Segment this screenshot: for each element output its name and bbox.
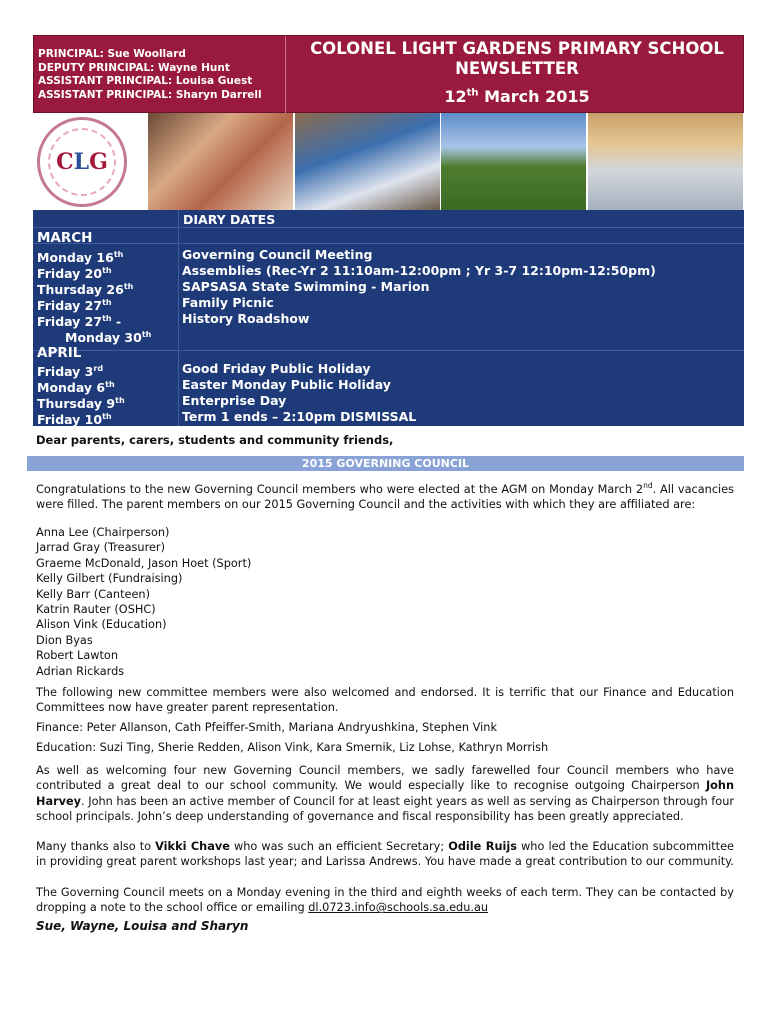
diary-column-divider	[178, 210, 179, 426]
header-divider	[285, 36, 286, 114]
newsletter-title	[292, 39, 742, 106]
diary-date: Thursday 9th	[37, 396, 125, 412]
month-march: MARCH	[37, 230, 93, 246]
diary-event: Easter Monday Public Holiday	[182, 377, 391, 392]
diary-date: Friday 20th	[37, 266, 112, 282]
photo-strip	[33, 113, 744, 210]
list-item: Katrin Rauter (OSHC)	[36, 603, 156, 617]
diary-dates-table	[33, 210, 744, 426]
diary-date: Monday 30th	[65, 330, 152, 346]
diary-date: Friday 27th	[37, 298, 112, 314]
logo-initials: CLG	[56, 149, 108, 175]
committee-paragraph: The following new committee members were also welcomed and endorsed. It is terrific that our Finance and Education Committees now have greater parent representation.	[36, 686, 734, 715]
newsletter-header	[33, 35, 744, 113]
month-april: APRIL	[37, 345, 82, 361]
diary-event: Enterprise Day	[182, 393, 287, 408]
finance-committee: Finance: Peter Allanson, Cath Pfeiffer-Smith, Mariana Andryushkina, Stephen Vink	[36, 721, 497, 734]
education-committee: Education: Suzi Ting, Sherie Redden, Alison Vink, Kara Smernik, Liz Lohse, Kathryn Morrish	[36, 741, 549, 754]
diary-event: Term 1 ends – 2:10pm DISMISSAL	[182, 409, 417, 424]
list-item: Kelly Gilbert (Fundraising)	[36, 572, 183, 586]
greeting: Dear parents, carers, students and community friends,	[36, 433, 394, 447]
diary-event: Family Picnic	[182, 295, 274, 310]
date-month-year: March 2015	[478, 87, 590, 106]
list-item: Graeme McDonald, Jason Hoet (Sport)	[36, 556, 252, 570]
email-link[interactable]: dl.0723.info@schools.sa.edu.au	[308, 901, 489, 915]
diary-event: SAPSASA State Swimming - Marion	[182, 279, 430, 294]
diary-rule	[33, 350, 744, 351]
list-item: Adrian Rickards	[36, 664, 125, 678]
meeting-paragraph: The Governing Council meets on a Monday evening in the third and eighth weeks of each term. They can be contacted by dropping a note to the school office or emailing dl.0723.info@schools.sa.edu.au	[36, 886, 734, 915]
staff-assistant-principal-1: ASSISTANT PRINCIPAL: Louisa Guest	[38, 75, 253, 87]
diary-date: Friday 27th -	[37, 314, 122, 330]
diary-event: Good Friday Public Holiday	[182, 361, 371, 376]
photo-students-corridor	[588, 113, 743, 210]
list-item: Alison Vink (Education)	[36, 618, 167, 632]
school-name: COLONEL LIGHT GARDENS PRIMARY SCHOOL	[310, 39, 724, 58]
diary-event: Assemblies (Rec-Yr 2 11:10am-12:00pm ; Yr 3-7 12:10pm-12:50pm)	[182, 263, 656, 278]
diary-event: Governing Council Meeting	[182, 247, 373, 262]
section-heading-bar: 2015 GOVERNING COUNCIL	[27, 456, 744, 471]
staff-deputy-principal: DEPUTY PRINCIPAL: Wayne Hunt	[38, 61, 230, 74]
diary-heading: DIARY DATES	[183, 212, 276, 227]
thanks-paragraph: Many thanks also to Vikki Chave who was such an efficient Secretary; Odile Ruijs who led the Education subcommittee in providing great parent workshops last year; and Larissa Andrews. You have made a great contribution to our community.	[36, 840, 734, 869]
issue-date	[292, 87, 742, 106]
diary-rule	[33, 243, 744, 244]
list-item: Kelly Barr (Canteen)	[36, 587, 150, 601]
photo-classroom-students	[295, 113, 440, 210]
staff-principal: PRINCIPAL: Sue Woollard	[38, 48, 186, 60]
newsletter-label: NEWSLETTER	[455, 59, 579, 78]
date-day: 12	[444, 87, 467, 106]
staff-list	[38, 48, 284, 102]
signoff: Sue, Wayne, Louisa and Sharyn	[36, 919, 249, 933]
list-item: Dion Byas	[36, 633, 93, 647]
photo-sports-hurdles	[441, 113, 586, 210]
list-item: Anna Lee (Chairperson)	[36, 526, 170, 539]
diary-event: History Roadshow	[182, 311, 310, 326]
diary-date: Thursday 26th	[37, 282, 134, 298]
photo-teacher-with-student	[148, 113, 293, 210]
farewell-paragraph: As well as welcoming four new Governing Council members, we sadly farewelled four Council members who have contributed a great deal to our school community. We would especially like to recognise outgoing Chairperson John Harvey. John has been an active member of Council for at least eight years as well as serving as Chairperson through four school principals. John’s deep understanding of governance and fiscal responsibility has been greatly appreciated.	[36, 764, 734, 824]
date-suffix: th	[466, 87, 479, 99]
school-logo	[37, 117, 127, 207]
council-member-list	[36, 525, 734, 679]
diary-date: Monday 6th	[37, 380, 115, 396]
list-item: Robert Lawton	[36, 649, 118, 663]
staff-assistant-principal-2: ASSISTANT PRINCIPAL: Sharyn Darrell	[38, 88, 262, 101]
diary-date: Monday 16th	[37, 250, 124, 266]
list-item: Jarrad Gray (Treasurer)	[36, 541, 165, 555]
intro-paragraph: Congratulations to the new Governing Council members who were elected at the AGM on Monday March 2nd. All vacancies were filled. The parent members on our 2015 Governing Council and the activities with which they are affiliated are:	[36, 481, 735, 512]
diary-rule	[33, 227, 744, 228]
diary-date: Friday 3rd	[37, 364, 104, 380]
diary-date: Friday 10th	[37, 412, 112, 428]
